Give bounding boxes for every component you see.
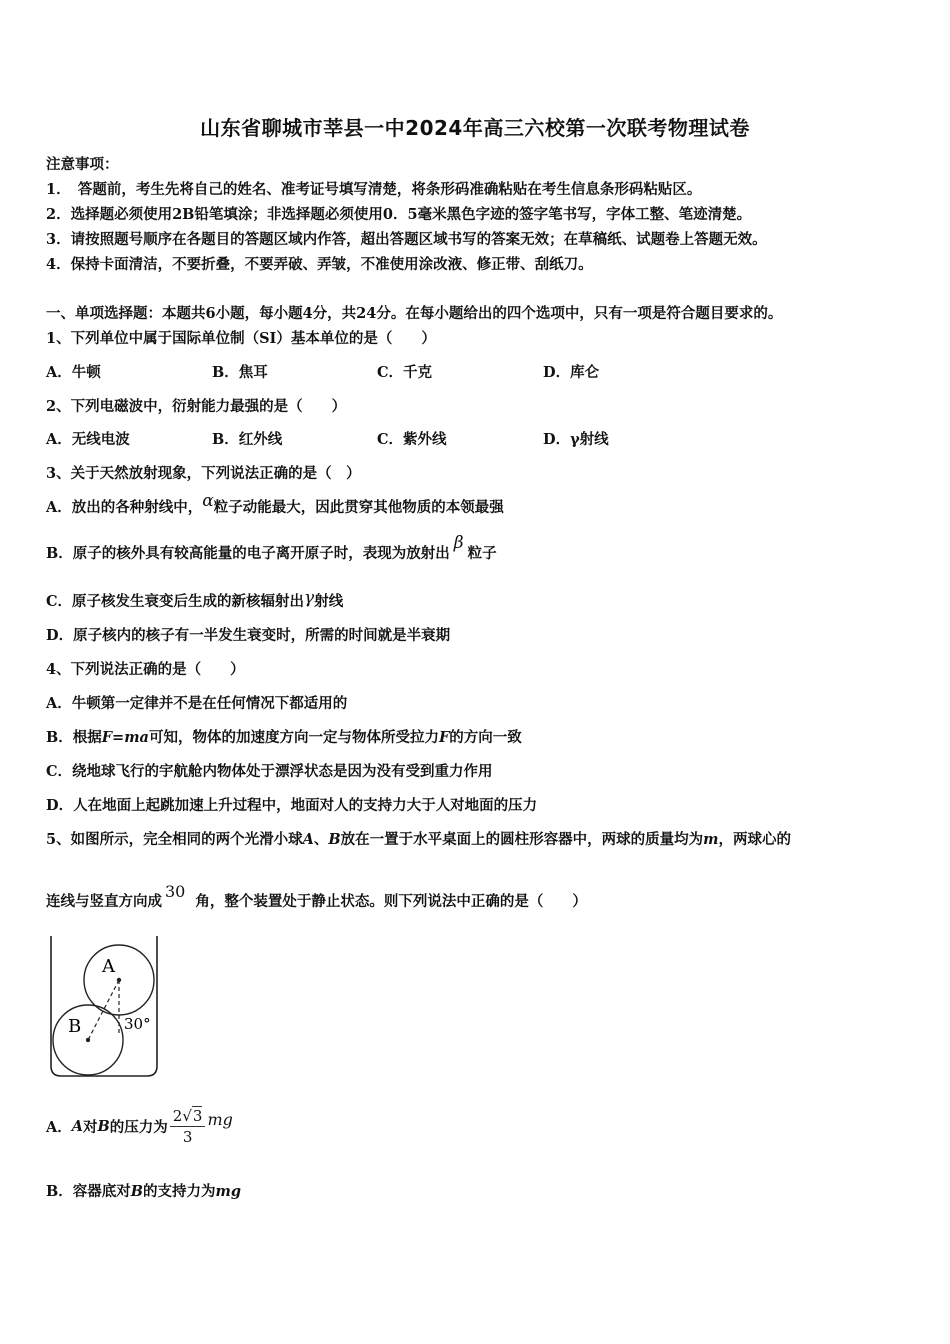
question-1-stem: 1、下列单位中属于国际单位制（SI）基本单位的是（ ） [46, 330, 436, 347]
variable-a: A [71, 1117, 84, 1135]
q2-option-a: A．无线电波 [46, 431, 130, 448]
q3-option-c [46, 590, 343, 611]
notice-item-3: 3．请按照题号顺序在各题目的答题区域内作答，超出答题区域书写的答案无效；在草稿纸、试题卷上答题无效。 [46, 231, 767, 248]
fraction-denominator: 3 [182, 1127, 193, 1146]
q3-option-b-text-2: 粒子 [467, 545, 497, 562]
gamma-symbol: γ [304, 588, 315, 608]
beta-symbol: β [453, 533, 464, 553]
q2-option-c: C．紫外线 [377, 431, 447, 448]
q5-option-a-text-3: 的压力为 [109, 1118, 168, 1136]
center-connecting-line [88, 980, 119, 1040]
q5-stem-text-3: ，两球心的 [718, 831, 791, 848]
q4-option-b-text-3: 的方向一致 [449, 729, 522, 746]
variable-f: F [438, 729, 450, 746]
q3-option-b-text-1: B．原子的核外具有较高能量的电子离开原子时，表现为放射出 [46, 545, 450, 562]
formula-f-ma: F=ma [101, 729, 149, 746]
question-4-stem: 4、下列说法正确的是（ ） [46, 661, 245, 678]
center-a-dot [117, 978, 121, 982]
q5-option-b-text-1: B．容器底对 [46, 1183, 131, 1200]
label-a: A [102, 956, 115, 977]
label-b: B [68, 1016, 82, 1037]
notice-heading: 注意事项： [46, 156, 119, 173]
question-5-stem-line-2 [46, 882, 587, 911]
q5-option-b [46, 1180, 241, 1201]
fraction-2-sqrt3-over-3: $\frac{2√3}{3}$ [170, 1107, 206, 1146]
center-b-dot [86, 1038, 90, 1042]
q3-option-a-text-2: 粒子动能最大，因此贯穿其他物质的本领最强 [213, 499, 504, 516]
variable-b: B [328, 831, 341, 848]
q5-stem-text-1: 5、如图所示，完全相同的两个光滑小球 [46, 831, 303, 848]
q5-option-a [46, 1100, 233, 1152]
q1-option-a: A．牛顿 [46, 364, 101, 381]
mg-term: mg [207, 1109, 233, 1129]
notice-item-2: 2．选择题必须使用2B铅笔填涂；非选择题必须使用0．5毫米黑色字迹的签字笔书写，字体工整、笔迹清楚。 [46, 206, 752, 223]
q4-option-c: C．绕地球飞行的宇航舱内物体处于漂浮状态是因为没有受到重力作用 [46, 763, 493, 780]
q1-option-c: C．千克 [377, 364, 433, 381]
q5-option-b-text-2: 的支持力为 [143, 1183, 216, 1200]
question-3-stem: 3、关于天然放射现象，下列说法正确的是（ ） [46, 465, 361, 482]
section-heading: 一、单项选择题：本题共6小题，每小题4分，共24分。在每小题给出的四个选项中，只有一项是符合题目要求的。 [46, 305, 783, 322]
q3-option-b [46, 533, 497, 563]
q1-option-d: D．库仑 [543, 364, 600, 381]
q4-option-b-text-1: B．根据 [46, 729, 102, 746]
fraction-radicand: 3 [192, 1106, 203, 1125]
question-5-stem-line-1 [46, 828, 791, 849]
q5-stem-text-5: 角，整个装置处于静止状态。则下列说法中正确的是（ ） [195, 893, 587, 910]
q3-option-d: D．原子核内的核子有一半发生衰变时，所需的时间就是半衰期 [46, 627, 451, 644]
q3-option-a-text-1: A．放出的各种射线中， [46, 499, 203, 516]
q5-stem-sep: 、 [313, 831, 329, 848]
notice-item-1: 1． 答题前，考生先将自己的姓名、准考证号填写清楚，将条形码准确粘贴在考生信息条形码粘贴区。 [46, 181, 702, 198]
page-title: 山东省聊城市莘县一中2024年高三六校第一次联考物理试卷 [200, 116, 750, 140]
question-2-stem: 2、下列电磁波中，衍射能力最强的是（ ） [46, 398, 347, 415]
q4-option-a: A．牛顿第一定律并不是在任何情况下都适用的 [46, 695, 348, 712]
q2-option-d: D．γ射线 [543, 431, 609, 448]
q5-option-a-text-1: A． [46, 1118, 72, 1136]
container-figure [44, 934, 169, 1084]
q5-option-a-text-2: 对 [83, 1118, 98, 1136]
q3-option-c-text-1: C．原子核发生衰变后生成的新核辐射出 [46, 593, 305, 610]
mg-value: mg [215, 1183, 242, 1200]
variable-m: m [703, 831, 719, 848]
angle-label: 30° [124, 1015, 151, 1033]
q4-option-d: D．人在地面上起跳加速上升过程中，地面对人的支持力大于人对地面的压力 [46, 797, 538, 814]
notice-item-4: 4．保持卡面清洁，不要折叠，不要弄破、弄皱，不准使用涂改液、修正带、刮纸刀。 [46, 256, 593, 273]
variable-b: B [130, 1183, 144, 1200]
q5-stem-text-2: 放在一置于水平桌面上的圆柱形容器中，两球的质量均为 [340, 831, 704, 848]
q1-option-b: B．焦耳 [212, 364, 268, 381]
variable-a: A [302, 831, 314, 848]
question-1-options [46, 361, 746, 381]
q4-option-b-text-2: 可知，物体的加速度方向一定与物体所受拉力 [148, 729, 439, 746]
q2-option-b: B．红外线 [212, 431, 283, 448]
alpha-symbol: α [202, 491, 214, 511]
q3-option-c-text-2: 射线 [314, 593, 344, 610]
question-2-options [46, 428, 746, 448]
q4-option-b [46, 726, 522, 747]
angle-30: 30 [165, 882, 186, 901]
fraction-coefficient: 2 [172, 1106, 183, 1125]
q3-option-a [46, 491, 504, 517]
q5-stem-text-4: 连线与竖直方向成 [46, 893, 162, 910]
variable-b: B [97, 1117, 110, 1135]
